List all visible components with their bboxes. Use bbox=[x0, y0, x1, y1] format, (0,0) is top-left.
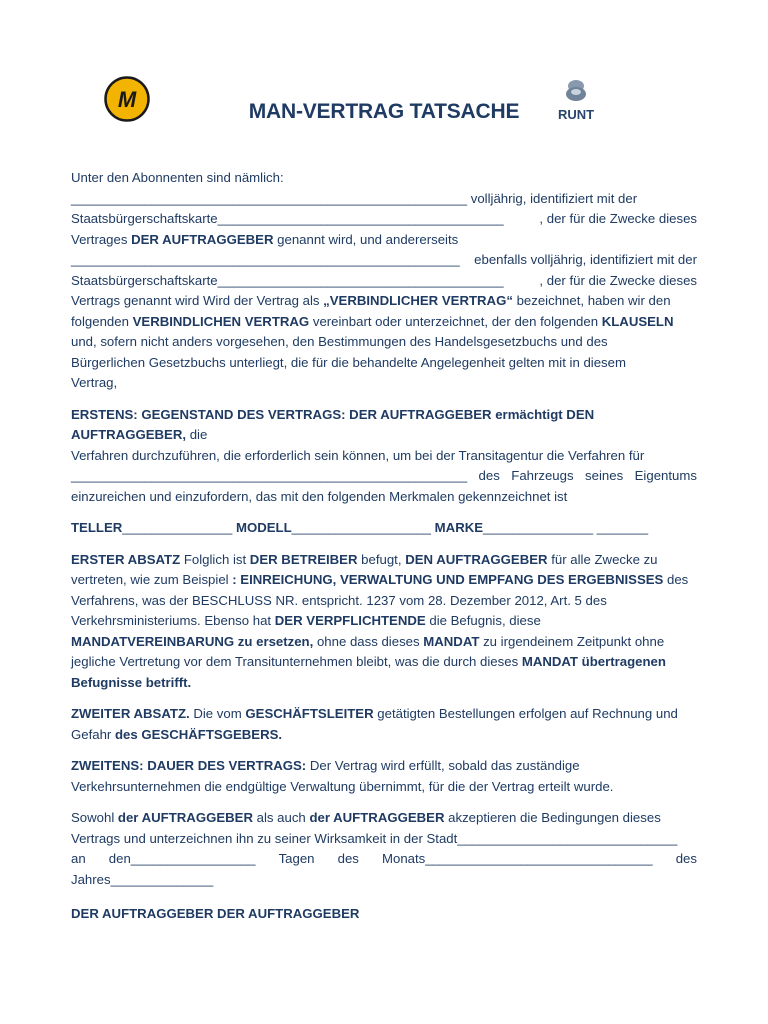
text-run: Vertrages bbox=[71, 231, 132, 247]
intro-line: Bürgerlichen Gesetzbuchs unterliegt, die für die behandelte Angelegenheit gelten mit in diesem bbox=[71, 354, 626, 370]
contract-term: Befugnisse betrifft. bbox=[71, 674, 192, 690]
text-run: des bbox=[337, 851, 359, 866]
blank-field: _____________________________________________________ bbox=[71, 252, 460, 267]
intro-line: und, sofern nicht anders vorgesehen, den Bestimmungen des Handelsgesetzbuchs und des bbox=[71, 334, 608, 349]
text-run: Folglich ist bbox=[180, 551, 250, 567]
text-run: ebenfalls volljährig, identifiziert mit der bbox=[474, 252, 697, 267]
clause-line: Verkehrsunternehmen die endgültige Verwaltung übernimmt, für die der Vertrag erteilt wurde. bbox=[71, 778, 614, 794]
clause-heading: ERSTER ABSATZ bbox=[71, 551, 181, 567]
contract-term: MANDATVEREINBARUNG zu ersetzen, bbox=[71, 633, 314, 649]
clause-heading: ZWEITER ABSATZ. bbox=[71, 706, 190, 721]
brand-logo-right bbox=[548, 76, 604, 124]
text-run: die bbox=[186, 427, 208, 442]
contract-term: MANDAT bbox=[423, 633, 480, 649]
text-run: zu irgendeinem Zeitpunkt ohne bbox=[479, 633, 665, 649]
blank-field: Monats_______________________________ bbox=[382, 851, 653, 866]
party-name: GESCHÄFTSLEITER bbox=[245, 706, 374, 721]
party-name: DER BETREIBER bbox=[249, 551, 358, 567]
intro-line: Unter den Abonnenten sind nämlich: bbox=[71, 170, 284, 185]
text-run: die Befugnis, diese bbox=[425, 613, 541, 628]
intro-line: Vertrag, bbox=[71, 375, 118, 390]
blank-field: ______________________________________________________ bbox=[71, 190, 468, 206]
blank-field: ______________________________________________________ bbox=[71, 468, 468, 483]
page-title: MAN-VERTRAG TATSACHE bbox=[248, 100, 520, 123]
contract-term: MANDAT übertragenen bbox=[521, 654, 666, 669]
text-run: Fahrzeugs bbox=[511, 468, 574, 483]
text-run: Der Vertrag wird erfüllt, sobald das zuständige bbox=[306, 758, 580, 773]
svg-text:M: M bbox=[117, 87, 137, 112]
text-run: an bbox=[71, 851, 86, 866]
clause-line: Verfahrens, was der BESCHLUSS NR. entspricht. 1237 vom 28. Dezember 2012, Art. 5 des bbox=[71, 592, 607, 608]
party-name: DER VERPFLICHTENDE bbox=[274, 613, 426, 628]
text-run: akzeptieren die Bedingungen dieses bbox=[444, 810, 661, 825]
party-name: der AUFTRAGGEBER bbox=[309, 810, 445, 825]
text-run: Eigentums bbox=[634, 468, 697, 483]
contract-term: KLAUSELN bbox=[601, 313, 674, 329]
text-run: des bbox=[663, 572, 689, 587]
field-label: MARKE bbox=[431, 520, 484, 535]
svg-text:RUNT: RUNT bbox=[557, 107, 595, 122]
clause-first-paragraph bbox=[71, 550, 697, 694]
text-run: , der für die Zwecke dieses bbox=[539, 272, 697, 288]
text-run: befugt, bbox=[357, 551, 406, 567]
contract-body bbox=[71, 168, 697, 901]
vehicle-details bbox=[71, 518, 697, 539]
document-header bbox=[0, 70, 768, 150]
clause-second-paragraph bbox=[71, 704, 697, 745]
party-name: DEN AUFTRAGGEBER bbox=[405, 551, 548, 567]
text-run: genannt wird, und andererseits bbox=[273, 231, 459, 247]
text-run: als auch bbox=[252, 810, 310, 825]
text-run: seines bbox=[585, 468, 624, 483]
clause-first bbox=[71, 405, 697, 508]
clause-heading: ERSTENS: GEGENSTAND DES VERTRAGS: DER AUFTRAGGEBER ermächtigt DEN AUFTRAGGEBER, bbox=[71, 406, 595, 442]
text-run: vereinbart oder unterzeichnet, der den folgenden bbox=[309, 313, 602, 329]
clause-line: einzureichen und einzufordern, das mit den folgenden Merkmalen gekennzeichnet ist bbox=[71, 488, 568, 504]
closing-line: Jahres______________ bbox=[71, 871, 214, 887]
text-run: bezeichnet, haben wir den bbox=[512, 293, 671, 308]
contract-term: VERBINDLICHEN VERTRAG bbox=[132, 313, 310, 329]
text-run: getätigten Bestellungen erfolgen auf Rechnung und bbox=[373, 706, 678, 721]
field-label: MODELL bbox=[232, 520, 292, 535]
clause-second bbox=[71, 756, 697, 797]
blank-field: ___________________ bbox=[291, 520, 432, 535]
text-run: Verkehrsministeriums. Ebenso hat bbox=[71, 613, 275, 628]
blank-field: _______________ bbox=[122, 520, 233, 535]
text-run: Staatsbürgerschaftskarte_______________________________________ bbox=[71, 272, 504, 288]
blank-field: den_________________ bbox=[108, 851, 256, 866]
text-run: vertreten, wie zum Beispiel bbox=[71, 572, 233, 587]
clause-heading: ZWEITENS: DAUER DES VERTRAGS: bbox=[71, 758, 307, 773]
closing-line: Vertrags und unterzeichnen ihn zu seiner Wirksamkeit in der Stadt______________________________ bbox=[71, 830, 678, 846]
blank-field: _______________ _______ bbox=[483, 520, 649, 535]
party-name: DER AUFTRAGGEBER bbox=[131, 231, 274, 247]
party-name: der AUFTRAGGEBER bbox=[117, 810, 253, 825]
text-run: des bbox=[478, 468, 500, 483]
contract-term: : EINREICHUNG, VERWALTUNG UND EMPFANG DES ERGEBNISSES bbox=[232, 572, 664, 587]
text-run: für alle Zwecke zu bbox=[547, 551, 658, 567]
text-run: Gefahr bbox=[71, 726, 115, 742]
text-run: ohne dass dieses bbox=[313, 633, 424, 649]
text-run: Tagen bbox=[278, 851, 315, 866]
text-run: Die vom bbox=[189, 706, 246, 721]
field-label: TELLER bbox=[71, 520, 123, 535]
text-run: folgenden bbox=[71, 313, 133, 329]
intro-paragraph bbox=[71, 168, 697, 394]
text-run: Vertrags genannt wird Wird der Vertrag als bbox=[71, 293, 324, 308]
text-run: volljährig, identifiziert mit der bbox=[467, 190, 638, 206]
text-run: des bbox=[675, 851, 697, 866]
party-name: des GESCHÄFTSGEBERS. bbox=[114, 726, 283, 742]
signature-line: DER AUFTRAGGEBER DER AUFTRAGGEBER bbox=[71, 906, 360, 921]
clause-line: Verfahren durchzuführen, die erforderlich sein können, um bei der Transitagentur die Verfahren für bbox=[71, 447, 645, 463]
text-run: Sowohl bbox=[71, 810, 118, 825]
text-run: jegliche Vertretung vor dem Transitunternehmen bleibt, was die durch dieses bbox=[71, 654, 522, 669]
closing-paragraph bbox=[71, 808, 697, 890]
contract-term: „VERBINDLICHER VERTRAG“ bbox=[323, 293, 513, 308]
text-run: Staatsbürgerschaftskarte_______________________________________ bbox=[71, 211, 504, 226]
text-run: , der für die Zwecke dieses bbox=[539, 211, 697, 226]
